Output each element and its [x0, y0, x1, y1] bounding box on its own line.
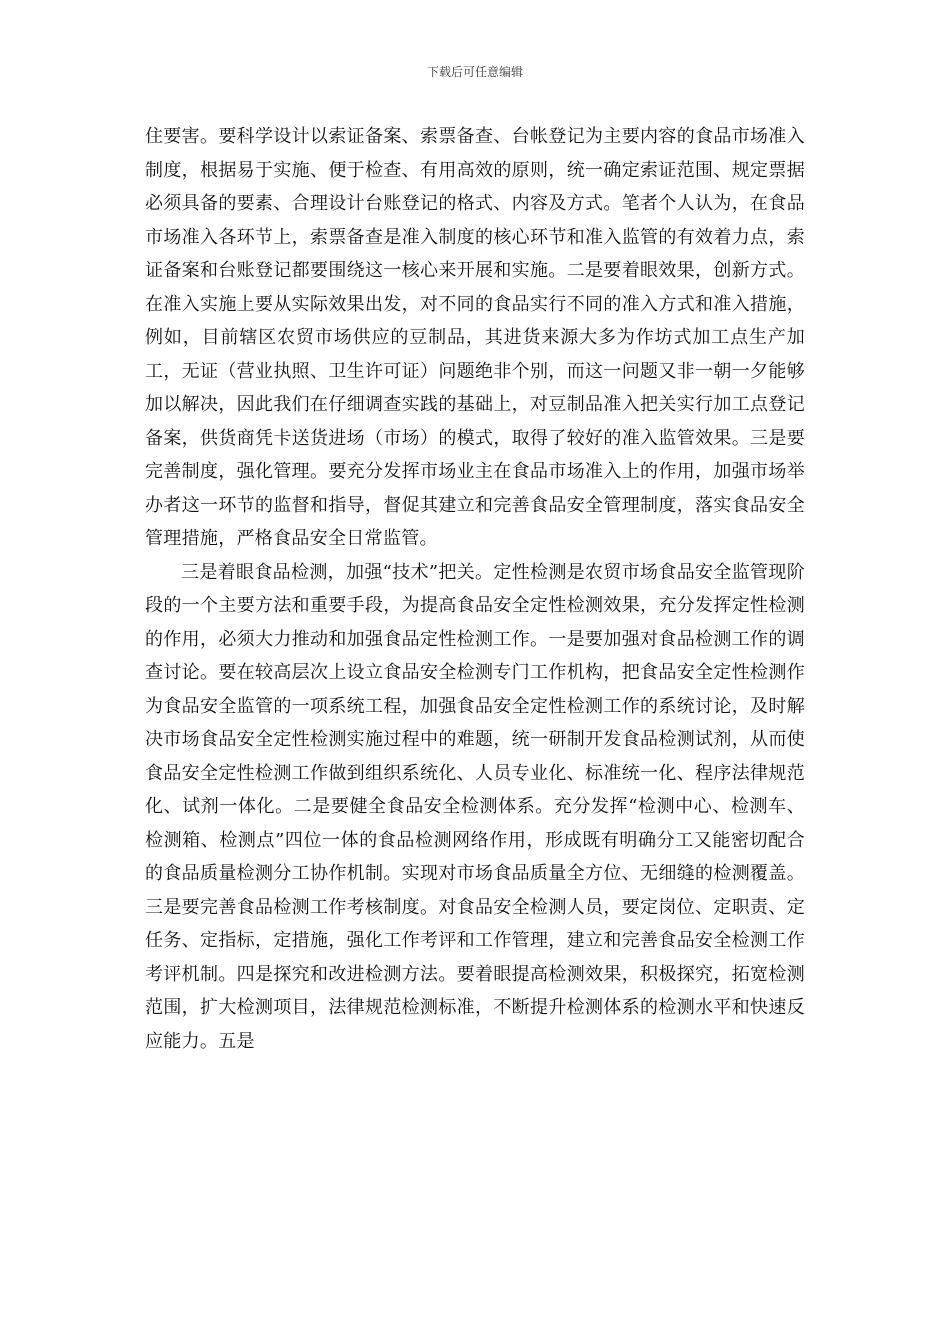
paragraph-2: 三是着眼食品检测，加强“技术”把关。定性检测是农贸市场食品安全监管现阶段的一个主要方法和重要手段，为提高食品安全定性检测效果，充分发挥定性检测的作用，必须大力推动和加强食品定性检测工作。一是要加强对食品检测工作的调查讨论。要在较高层次上设立食品安全检测专门工作机构，把食品安全定性检测作为食品安全监管的一项系统工程，加强食品安全定性检测工作的系统讨论，及时解决市场食品安全定性检测实施过程中的难题，统一研制开发食品检测试剂，从而使食品安全定性检测工作做到组织系统化、人员专业化、标准统一化、程序法律规范化、试剂一体化。二是要健全食品安全检测体系。充分发挥“检测中心、检测车、检测箱、检测点”四位一体的食品检测网络作用，形成既有明确分工又能密切配合的食品质量检测分工协作机制。实现对市场食品质量全方位、无细缝的检测覆盖。三是要完善食品检测工作考核制度。对食品安全检测人员，要定岗位、定职责、定任务、定指标，定措施，强化工作考评和工作管理，建立和完善食品安全检测工作考评机制。四是探究和改进检测方法。要着眼提高检测效果，积极探究，拓宽检测范围，扩大检测项目，法律规范检测标准，不断提升检测体系的检测水平和快速反应能力。五是: [145, 561, 805, 1052]
document-body: [145, 120, 805, 1058]
page-header: 下载后可任意编辑: [426, 65, 523, 79]
paragraph-1: 住要害。要科学设计以索证备案、索票备查、台帐登记为主要内容的食品市场准入制度，根据易于实施、便于检查、有用高效的原则，统一确定索证范围、规定票据必须具备的要素、合理设计台账登记的格式、内容及方式。笔者个人认为，在食品市场准入各环节上，索票备查是准入制度的核心环节和准入监管的有效着力点，索证备案和台账登记都要围绕这一核心来开展和实施。二是要着眼效果，创新方式。在准入实施上要从实际效果出发，对不同的食品实行不同的准入方式和准入措施，例如，目前辖区农贸市场供应的豆制品，其进货来源大多为作坊式加工点生产加工，无证（营业执照、卫生许可证）问题绝非个别，而这一问题又非一朝一夕能够加以解决，因此我们在仔细调查实践的基础上，对豆制品准入把关实行加工点登记备案，供货商凭卡送货进场（市场）的模式，取得了较好的准入监管效果。三是要完善制度，强化管理。要充分发挥市场业主在食品市场准入上的作用，加强市场举办者这一环节的监督和指导，督促其建立和完善食品安全管理制度，落实食品安全管理措施，严格食品安全日常监管。: [145, 126, 805, 549]
